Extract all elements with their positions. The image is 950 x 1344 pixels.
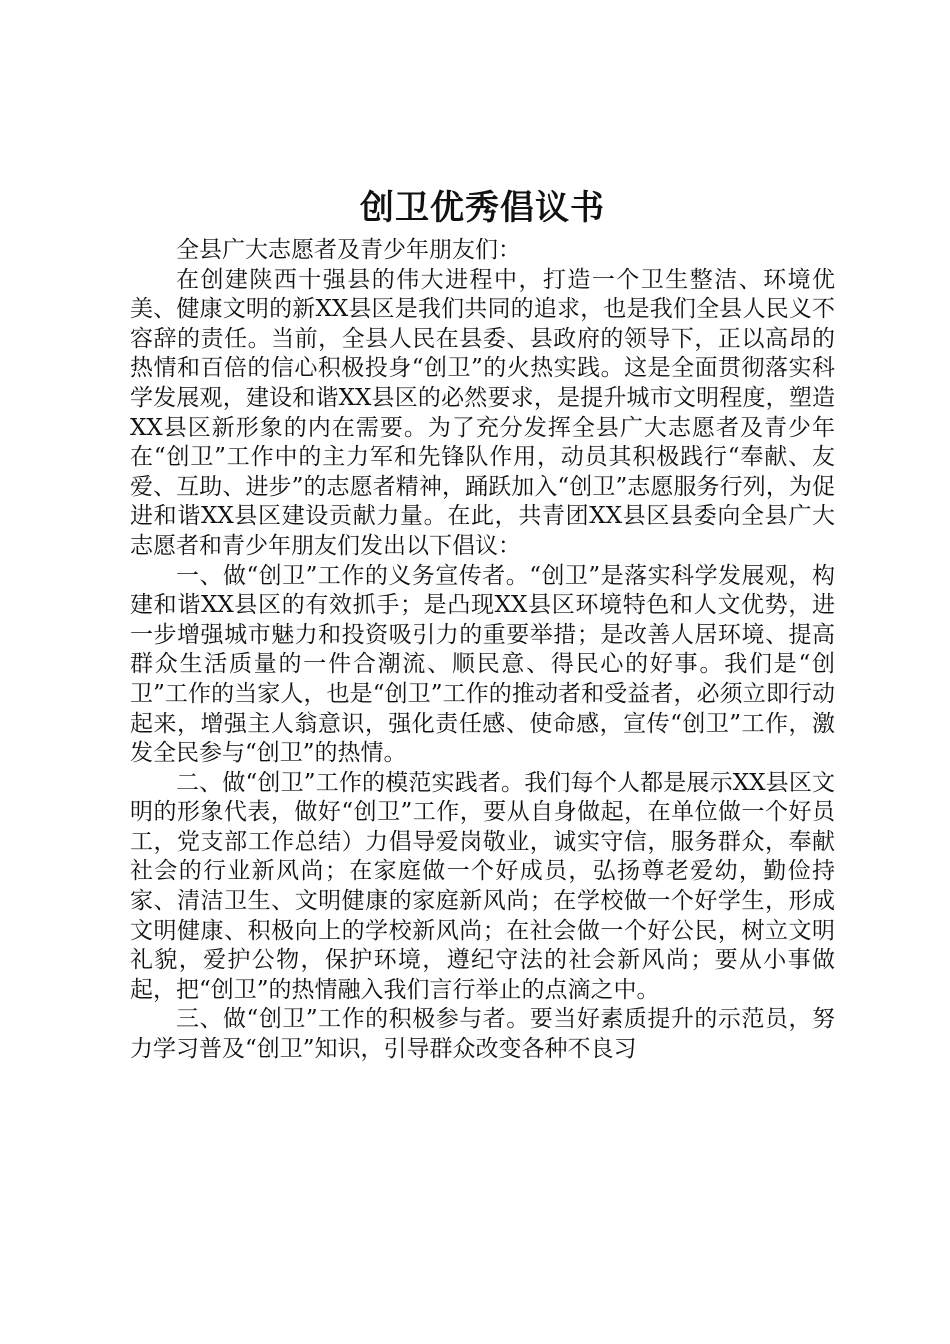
- paragraph-proposal-1: 一、做“创卫”工作的义务宣传者。“创卫”是落实科学发展观，构建和谐XX县区的有效抓手；是凸现XX县区环境特色和人文优势，进一步增强城市魅力和投资吸引力的重要举措；是改善人居环境、提高群众生活质量的一件合潮流、顺民意、得民心的好事。我们是“创卫”工作的当家人，也是“创卫”工作的推动者和受益者，必须立即行动起来，增强主人翁意识，强化责任感、使命感，宣传“创卫”工作，激发全民参与“创卫”的热情。: [130, 562, 835, 767]
- paragraph-proposal-3: 三、做“创卫”工作的积极参与者。要当好素质提升的示范员，努力学习普及“创卫”知识，引导群众改变各种不良习: [130, 1006, 835, 1063]
- document-title: 创卫优秀倡议书: [360, 188, 605, 228]
- paragraph-intro: 在创建陕西十强县的伟大进程中，打造一个卫生整洁、环境优美、健康文明的新XX县区是我们共同的追求，也是我们全县人民义不容辞的责任。当前，全县人民在县委、县政府的领导下，正以高昂的热情和百倍的信心积极投身“创卫”的火热实践。这是全面贯彻落实科学发展观，建设和谐XX县区的必然要求，是提升城市文明程度，塑造XX县区新形象的内在需要。为了充分发挥全县广大志愿者及青少年在“创卫”工作中的主力军和先锋队作用，动员其积极践行“奉献、友爱、互助、进步”的志愿者精神，踊跃加入“创卫”志愿服务行列，为促进和谐XX县区建设贡献力量。在此，共青团XX县区县委向全县广大志愿者和青少年朋友们发出以下倡议：: [130, 266, 835, 559]
- paragraph-proposal-2: 二、做“创卫”工作的模范实践者。我们每个人都是展示XX县区文明的形象代表，做好“创卫”工作，要从自身做起，在单位做一个好员工，党支部工作总结）力倡导爱岗敬业，诚实守信，服务群众，奉献社会的行业新风尚；在家庭做一个好成员，弘扬尊老爱幼，勤俭持家、清洁卫生、文明健康的家庭新风尚；在学校做一个好学生，形成文明健康、积极向上的学校新风尚；在社会做一个好公民，树立文明礼貌，爱护公物，保护环境，遵纪守法的社会新风尚；要从小事做起，把“创卫”的热情融入我们言行举止的点滴之中。: [130, 769, 835, 1003]
- salutation: 全县广大志愿者及青少年朋友们：: [176, 237, 521, 263]
- document-page: [130, 180, 835, 1065]
